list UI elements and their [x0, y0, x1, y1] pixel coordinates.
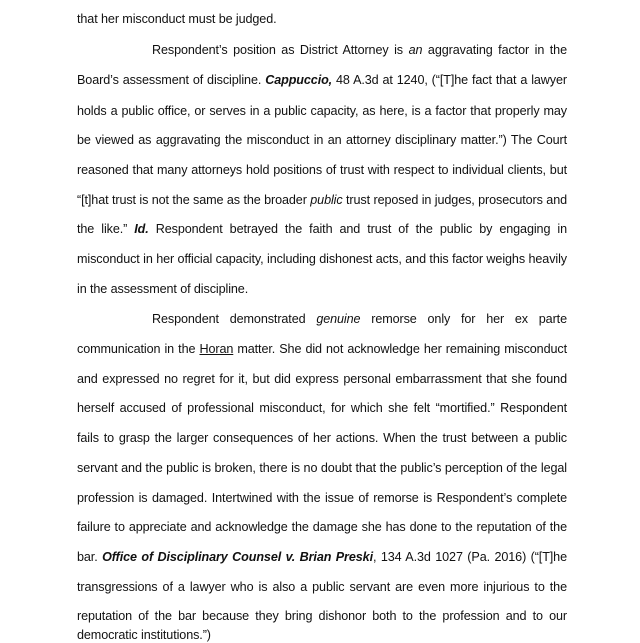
text-run: profession is damaged. Intertwined with the issue of remorse is Respondent’s complete [77, 491, 567, 505]
case-citation: Office of Disciplinary Counsel v. Brian Preski [102, 550, 373, 564]
text-run: and expressed no regret for it, but did express personal embarrassment that she found [77, 372, 567, 386]
emphasis-text: public [310, 193, 343, 207]
text-line [77, 400, 567, 416]
text-line [77, 11, 567, 27]
text-line [77, 549, 567, 565]
text-run: Respondent betrayed the faith and trust of the public by engaging in [148, 222, 567, 236]
case-citation: Cappuccio, [265, 73, 333, 87]
text-line [77, 627, 567, 643]
emphasis-text: genuine [316, 312, 361, 326]
text-line [77, 371, 567, 387]
text-run: Board’s assessment of discipline. [77, 73, 266, 87]
text-run: trust reposed in judges, prosecutors and [342, 193, 567, 207]
text-run: matter. She did not acknowledge her remaining misconduct [233, 342, 567, 356]
text-line [77, 132, 567, 148]
case-name-underlined: Horan [199, 342, 234, 356]
text-run: in the assessment of discipline. [77, 282, 249, 296]
text-line [77, 281, 567, 297]
text-line [77, 221, 567, 237]
text-line [77, 579, 567, 595]
text-run: remorse only for her ex parte [360, 312, 567, 326]
text-run: “[t]hat trust is not the same as the broader [77, 193, 311, 207]
text-run: misconduct in her official capacity, including dishonest acts, and this factor weighs heavily [77, 252, 567, 266]
text-line [77, 608, 567, 624]
text-run: reasoned that many attorneys hold positions of trust with respect to individual clients, but [77, 163, 567, 177]
text-line [152, 311, 567, 327]
text-run: herself accused of professional misconduct, for which she felt “mortified.” Respondent [77, 401, 567, 415]
text-run: aggravating factor in the [422, 43, 567, 57]
text-run: Respondent demonstrated [152, 312, 317, 326]
text-run: reputation of the bar because they bring dishonor both to the profession and to our [77, 609, 567, 623]
text-line [77, 430, 567, 446]
text-run: fails to grasp the larger consequences of her actions. When the trust between a public [77, 431, 567, 445]
text-line [77, 460, 567, 476]
text-line [152, 42, 567, 58]
text-line [77, 490, 567, 506]
text-run: Respondent’s position as District Attorney is [152, 43, 409, 57]
text-run: that her misconduct must be judged. [77, 12, 277, 26]
text-line [77, 519, 567, 535]
text-run: the like.” [77, 222, 135, 236]
text-line [77, 162, 567, 178]
text-run: 48 A.3d at 1240, (“[T]he fact that a lawyer [332, 73, 567, 87]
text-line [77, 103, 567, 119]
text-run: holds a public office, or serves in a public capacity, as here, is a factor that properly may [77, 104, 567, 118]
text-run: communication in the [77, 342, 200, 356]
text-run: transgressions of a lawyer who is also a public servant are even more injurious to the [77, 580, 567, 594]
text-line [77, 251, 567, 267]
text-run: failure to appreciate and acknowledge the damage she has done to the reputation of the [77, 520, 567, 534]
text-run: , 134 A.3d 1027 (Pa. 2016) (“[T]he [372, 550, 567, 564]
emphasis-text: an [408, 43, 423, 57]
case-citation: Id. [134, 222, 149, 236]
text-run: servant and the public is broken, there is no doubt that the public’s perception of the legal [77, 461, 567, 475]
text-line [77, 72, 567, 88]
text-line [77, 192, 567, 208]
text-run: be viewed as aggravating the misconduct in an attorney disciplinary matter.”) The Court [77, 133, 567, 147]
text-run: democratic institutions.”) [77, 628, 211, 642]
text-line [77, 341, 567, 357]
text-run: bar. [77, 550, 103, 564]
